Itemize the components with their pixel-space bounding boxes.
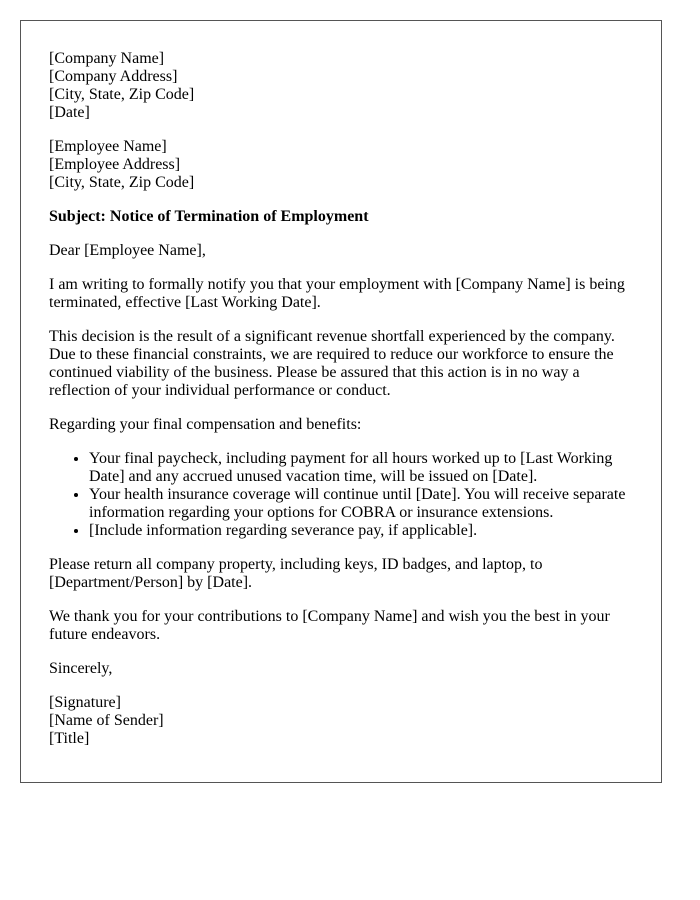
list-item: • Your health insurance coverage will continue until [Date]. You will receive separate information regarding your options for COBRA or insurance extensions. bbox=[89, 486, 633, 522]
letter-page bbox=[20, 20, 662, 783]
sender-title: [Title] bbox=[49, 730, 90, 747]
company-city-state-zip: [City, State, Zip Code] bbox=[49, 86, 195, 103]
benefits-list bbox=[49, 450, 633, 540]
compensation-intro: Regarding your final compensation and benefits: bbox=[49, 416, 362, 433]
subject-line: Subject: Notice of Termination of Employment bbox=[49, 208, 369, 225]
letter-date: [Date] bbox=[49, 104, 90, 121]
property-return-paragraph: Please return all company property, including keys, ID badges, and laptop, to [Department/Person] by [Date]. bbox=[49, 556, 543, 591]
salutation: Dear [Employee Name], bbox=[49, 242, 206, 259]
signature-block bbox=[49, 694, 633, 748]
sender-name: [Name of Sender] bbox=[49, 712, 164, 729]
recipient-address-block bbox=[49, 138, 633, 192]
intro-paragraph: I am writing to formally notify you that your employment with [Company Name] is being terminated, effective [Last Working Date]. bbox=[49, 276, 625, 311]
company-name: [Company Name] bbox=[49, 50, 165, 67]
employee-name: [Employee Name] bbox=[49, 138, 167, 155]
reason-paragraph: This decision is the result of a significant revenue shortfall experienced by the company. Due to these financial constraints, we are required to reduce our workforce to ensure the continued viability of the business. Please be assured that this action is in no way a reflection of your individual performance or conduct. bbox=[49, 328, 615, 399]
employee-city-state-zip: [City, State, Zip Code] bbox=[49, 174, 195, 191]
company-address: [Company Address] bbox=[49, 68, 178, 85]
list-item: • Your final paycheck, including payment for all hours worked up to [Last Working Date] and any accrued unused vacation time, will be issued on [Date]. bbox=[89, 450, 633, 486]
valediction: Sincerely, bbox=[49, 660, 113, 677]
signature-placeholder: [Signature] bbox=[49, 694, 121, 711]
employee-address: [Employee Address] bbox=[49, 156, 181, 173]
sender-address-block bbox=[49, 50, 633, 122]
thanks-paragraph: We thank you for your contributions to [Company Name] and wish you the best in your future endeavors. bbox=[49, 608, 610, 643]
list-item: • [Include information regarding severance pay, if applicable]. bbox=[89, 522, 633, 540]
